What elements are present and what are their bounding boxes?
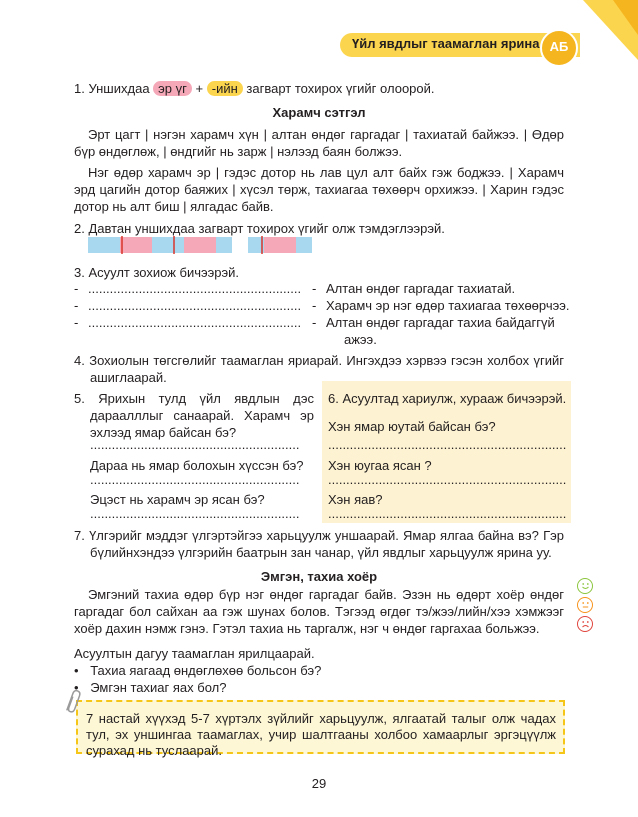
story-2-line3: хоёр дахин нэмж гэнэ. Гэтэл тахиа нь таргалж, нэг ч өндөг гаргахаа больжээ. [74,621,540,636]
task-1 [74,80,435,97]
happy-face-icon [577,578,593,594]
task-5-answer-line-2[interactable]: .......................................................... [90,472,300,487]
story-2-title: Эмгэн, тахиа хоёр [260,569,378,584]
task-5-line2: дараалллыг санаарай. Харамч эр [90,408,314,423]
task-6-answer-line-1[interactable]: .................................................................. [328,437,567,452]
bullet-text: Эмгэн тахиаг яах бол? [90,680,227,695]
task-5-line1: 5. Ярихын тулд үйл явдлын дэс [74,391,314,406]
task-1-suffix: загварт тохирох үгийг олоорой. [246,81,435,96]
pattern-cell [168,237,184,253]
task-7-line2: бүлийнхэндээ үлгэрийн баатрын зан чанар, үйл явдлыг харьцуулж ярина уу. [90,545,552,560]
story-2-line2: гаргадаг бол сайхан аа гэж шунах болов. Тэгээд өгдөг тэ/жээ/лийн/хээ хэмжээг [74,604,564,619]
bullet: • [74,663,79,678]
task-6-title: 6. Асуултад хариулж, хурааж бичээрэй. [328,391,567,406]
note-line2: тул, эх уншингаа таамаглах, учир шалтгааны холбоо хамаарлыг эргэцүүлж [86,727,556,742]
page-number: 29 [311,776,327,791]
story-1-p2-line3: дотор нь алт биш | ялгадас байв. [74,199,274,214]
story-1-p1-line2: бүр өндөглөж, | өндгийг нь зарж | нэлээд баян болжээ. [74,144,403,159]
task-4-line2: ашиглаарай. [90,370,167,385]
task-5-answer-line-3[interactable]: .......................................................... [90,506,300,521]
pattern-cell [152,237,168,253]
row-dash: - [74,315,79,330]
pattern-cell [200,237,216,253]
answer-dots[interactable]: ........................................................... [88,298,302,313]
task-3-title: 3. Асуулт зохиож бичээрэй. [74,265,240,280]
highlight-iin: -ийн [207,81,243,96]
followup-bullet-1 [74,662,321,679]
task-5-line3: эхлээд ямар байсан бэ? [90,425,237,440]
task-3-row [74,281,574,298]
pattern-cell [104,237,120,253]
bullet: • [74,680,79,695]
given-answer: Алтан өндөг гаргадаг тахиа байдаггүй [326,315,555,330]
bullet-text: Тахиа яагаад өндөглөхөө больсон бэ? [90,663,322,678]
task-6-answer-line-2[interactable]: .................................................................. [328,472,567,487]
story-1-p2-line2: эрд цагийн дотор баяжих | хүсэл төрж, тахиагаа төхөөрч орхижээ. | Харин гэдэс [74,182,564,197]
row-separator: - [312,315,317,330]
pattern-cell [280,237,296,253]
task-6-answer-line-3[interactable]: .................................................................. [328,506,567,521]
pattern-cell [136,237,152,253]
task-1-prefix: 1. Уншихдаа [74,81,150,96]
task-3-row [74,315,574,332]
task-7-line1: 7. Үлгэрийг мэддэг үлгэртэйгээ харьцуулж уншаарай. Ямар ялгаа байна вэ? Гэр [74,528,564,543]
task-6-question-1: Хэн ямар юутай байсан бэ? [328,419,496,434]
pattern-cell [184,237,200,253]
section-badge: АБ [540,29,578,67]
task-5-question-3: Эцэст нь харамч эр ясан бэ? [90,492,265,507]
story-2-line1: Эмгэний тахиа өдөр бүр нэг өндөг гаргадаг байв. Эзэн нь өдөрт хоёр өндөг [88,587,564,602]
page-header-title: Үйл явдлыг таамаглан ярина [352,36,540,51]
story-1-p2-line1: Нэг өдөр харамч эр | гэдэс дотор нь лав цул алт байх гэж боджээ. | Харамч [88,165,564,180]
given-answer: Алтан өндөг гаргадаг тахиатай. [326,281,516,296]
row-dash: - [74,281,79,296]
row-separator: - [312,298,317,313]
answer-dots[interactable]: ........................................................... [88,315,302,330]
story-1-p1-line1: Эрт цагт | нэгэн харамч хүн | алтан өндөг гаргадаг | тахиатай байжээ. | Өдөр [88,127,564,142]
task-3-rows [74,281,574,349]
task-3-row [74,298,574,315]
sad-face-icon [577,616,593,632]
task-6-question-3: Хэн яав? [328,492,383,507]
pattern-cell [216,237,232,253]
task-3-row-cont [74,332,574,349]
given-answer-cont: ажээ. [344,332,377,347]
pattern-cell [264,237,280,253]
story-1-title: Харамч сэтгэл [272,105,366,120]
answer-dots[interactable]: ........................................................... [88,281,302,296]
task-6-question-2: Хэн юугаа ясан ? [328,458,432,473]
paperclip-icon [64,688,82,719]
followup-intro: Асуултын дагуу таамаглан ярилцаарай. [74,646,315,661]
task-2: 2. Давтан уншихдаа загварт тохирох үгийг олж тэмдэглээрэй. [74,221,445,236]
plus-sign: + [195,81,204,96]
task-5-answer-line-1[interactable]: .......................................................... [90,437,300,452]
pattern-cell [296,237,312,253]
neutral-face-icon [577,597,593,613]
task-4-line1: 4. Зохиолын төгсгөлийг таамаглан яриарай. Ингэхдээ хэрвээ гэсэн холбох үгийг [74,353,564,368]
row-separator: - [312,281,317,296]
note-line3: сурахад нь туслаарай. [86,743,222,758]
pattern-cell [88,237,104,253]
highlight-er-ug: эр үг [153,81,192,96]
followup-bullet-2 [74,679,226,696]
row-dash: - [74,298,79,313]
syllable-pattern-strip [88,236,318,254]
given-answer: Харамч эр нэг өдөр тахиагаа төхөөрчээ. [326,298,570,313]
task-5-question-2: Дараа нь ямар болохын хүссэн бэ? [90,458,304,473]
note-line1: 7 настай хүүхэд 5-7 хүртэлх зүйлийг харьцуулж, ялгаатай талыг олж чадах [86,711,556,726]
